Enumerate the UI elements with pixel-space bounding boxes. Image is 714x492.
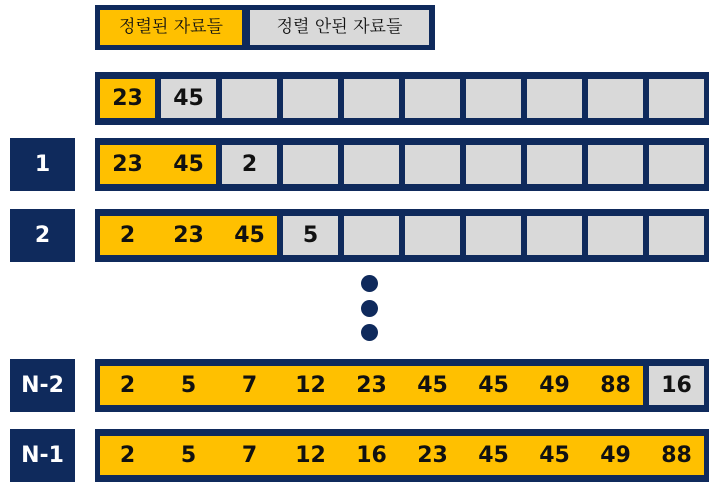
- unsorted-cell: [466, 79, 521, 118]
- array-row: [95, 429, 709, 482]
- unsorted-cell: [649, 216, 704, 255]
- legend-sorted: 정렬된 자료들: [100, 10, 242, 45]
- unsorted-cell: [649, 79, 704, 118]
- unsorted-cell: [283, 79, 338, 118]
- unsorted-cell: 45: [161, 79, 216, 118]
- sorted-cell: 16: [356, 443, 387, 468]
- sorted-cell: 88: [661, 443, 692, 468]
- sorted-cell: 23: [173, 223, 204, 248]
- sorted-cell: 49: [539, 373, 570, 398]
- sorted-cell: 7: [241, 373, 258, 398]
- unsorted-cell: [588, 216, 643, 255]
- sorted-cell: 5: [180, 373, 197, 398]
- unsorted-cell: [527, 216, 582, 255]
- array-row: [95, 72, 709, 125]
- sorted-cell: 23: [112, 152, 143, 177]
- unsorted-cell: 16: [649, 366, 704, 405]
- sorted-cell: 12: [295, 443, 326, 468]
- sorted-cell: 45: [478, 373, 509, 398]
- unsorted-cell: [466, 145, 521, 184]
- step-label: 1: [10, 138, 75, 191]
- unsorted-cell: [344, 145, 399, 184]
- unsorted-cell: [405, 216, 460, 255]
- unsorted-cell: [466, 216, 521, 255]
- unsorted-cell: [588, 145, 643, 184]
- sorted-cell: 23: [356, 373, 387, 398]
- sorted-cell: 23: [417, 443, 448, 468]
- ellipsis-dot: [361, 324, 378, 341]
- sorted-cell: 12: [295, 373, 326, 398]
- sorted-cell: 2: [119, 443, 136, 468]
- sorted-cell: 45: [478, 443, 509, 468]
- sorted-cell: 5: [180, 443, 197, 468]
- sorted-cell: 45: [234, 223, 265, 248]
- unsorted-cell: [222, 79, 277, 118]
- sorted-cell: 49: [600, 443, 631, 468]
- array-row: [95, 359, 709, 412]
- array-row: [95, 138, 709, 191]
- unsorted-cell: [527, 79, 582, 118]
- unsorted-cell: [405, 79, 460, 118]
- legend-unsorted: 정렬 안된 자료들: [250, 10, 429, 45]
- sorted-cell: 45: [417, 373, 448, 398]
- unsorted-cell: 2: [222, 145, 277, 184]
- unsorted-cell: [344, 79, 399, 118]
- step-label: 2: [10, 209, 75, 262]
- unsorted-cell: [649, 145, 704, 184]
- unsorted-cell: [344, 216, 399, 255]
- step-label: N-2: [10, 359, 75, 412]
- sorted-cell: 7: [241, 443, 258, 468]
- ellipsis-dot: [361, 300, 378, 317]
- unsorted-cell: [527, 145, 582, 184]
- unsorted-cell: [283, 145, 338, 184]
- sorted-cell: 45: [539, 443, 570, 468]
- ellipsis-dot: [361, 275, 378, 292]
- step-label: N-1: [10, 429, 75, 482]
- sorted-cell: 2: [119, 223, 136, 248]
- array-row: [95, 209, 709, 262]
- legend: [95, 5, 435, 50]
- unsorted-cell: 5: [283, 216, 338, 255]
- sorted-cell: 2: [119, 373, 136, 398]
- sorted-cell: 88: [600, 373, 631, 398]
- unsorted-cell: [405, 145, 460, 184]
- sorted-cell: 23: [112, 86, 143, 111]
- sorted-cell: 45: [173, 152, 204, 177]
- unsorted-cell: [588, 79, 643, 118]
